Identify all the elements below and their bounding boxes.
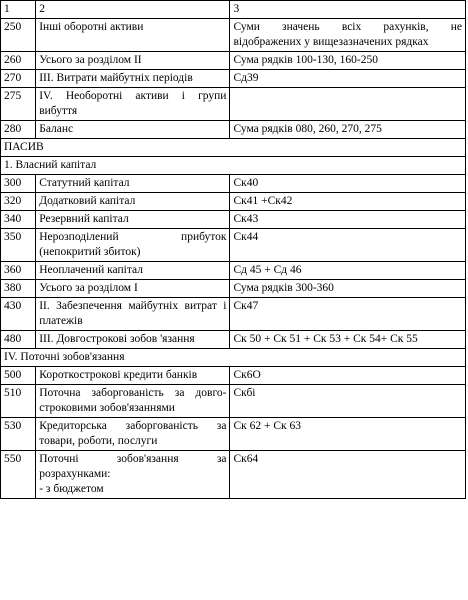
table-row [1, 262, 466, 280]
cell-line: платежів [39, 315, 83, 327]
table-row [1, 385, 466, 418]
cell-line: Усього за розділом II [39, 54, 142, 66]
row-name [36, 262, 230, 280]
row-code: 340 [1, 211, 36, 229]
row-name [36, 280, 230, 298]
cell-line: Ск 62 + Ск 63 [233, 420, 301, 432]
cell-line: Ск41 +Ск42 [233, 195, 293, 207]
row-name [36, 52, 230, 70]
cell-line: Суми значень всіх рахунків, не [233, 21, 462, 33]
row-name [36, 121, 230, 139]
section-row-equity [1, 157, 466, 175]
cell-line: Поточна заборгованість за довго- [39, 387, 227, 399]
row-code: 275 [1, 88, 36, 121]
row-code: 550 [1, 451, 36, 499]
cell-line: Ск44 [233, 231, 259, 243]
header-col-1: 1 [1, 1, 36, 19]
cell-line: Ск47 [233, 300, 259, 312]
row-formula [230, 451, 466, 499]
table-row [1, 19, 466, 52]
cell-line: Неоплачений капітал [39, 264, 143, 276]
cell-line [233, 89, 462, 104]
row-formula [230, 385, 466, 418]
row-name [36, 367, 230, 385]
cell-line: Баланс [39, 123, 74, 135]
table-row [1, 88, 466, 121]
row-formula [230, 52, 466, 70]
row-formula [230, 70, 466, 88]
row-code: 510 [1, 385, 36, 418]
row-code: 300 [1, 175, 36, 193]
cell-line: Поточні зобов'язання за [39, 453, 227, 465]
row-code: 360 [1, 262, 36, 280]
row-name [36, 175, 230, 193]
cell-line: III. Витрати майбутніх періодів [39, 72, 193, 84]
row-formula [230, 211, 466, 229]
row-code: 430 [1, 298, 36, 331]
cell-line: товари, роботи, послуги [39, 435, 158, 447]
cell-line: II. Забезпечення майбутніх витрат і [39, 300, 227, 312]
table-row [1, 280, 466, 298]
section-title: ПАСИВ [1, 139, 466, 157]
cell-line: відображених у вищезазначених рядках [233, 36, 429, 48]
section-row-current-liabilities [1, 349, 466, 367]
cell-line: IV. Необоротні активи і групи [39, 90, 227, 102]
row-code: 500 [1, 367, 36, 385]
row-formula [230, 121, 466, 139]
cell-line: Скбі [233, 387, 256, 399]
row-formula [230, 367, 466, 385]
row-formula [230, 19, 466, 52]
cell-line: Сд39 [233, 72, 259, 84]
header-col-2: 2 [36, 1, 230, 19]
cell-line: Кредиторська заборгованість за [39, 420, 227, 432]
row-code: 380 [1, 280, 36, 298]
section-title: IV. Поточні зобов'язання [1, 349, 466, 367]
row-formula [230, 280, 466, 298]
row-code: 320 [1, 193, 36, 211]
cell-line: Сума рядків 100-130, 160-250 [233, 54, 379, 66]
table-row [1, 52, 466, 70]
cell-line: Усього за розділом I [39, 282, 138, 294]
cell-line: Сума рядків 300-360 [233, 282, 334, 294]
cell-line: вибуття [39, 105, 78, 117]
cell-line: Ск 50 + Ск 51 + Ск 53 + Ск 54+ Ск 55 [233, 333, 418, 345]
cell-line: Нерозподілений прибуток [39, 231, 227, 243]
row-code: 480 [1, 331, 36, 349]
cell-line: Короткострокові кредити банків [39, 369, 198, 381]
row-code: 280 [1, 121, 36, 139]
row-code: 250 [1, 19, 36, 52]
section-title: 1. Власний капітал [1, 157, 466, 175]
row-name [36, 19, 230, 52]
row-formula [230, 175, 466, 193]
row-formula [230, 418, 466, 451]
row-code: 260 [1, 52, 36, 70]
cell-line: розрахунками: [39, 468, 111, 480]
cell-line: Додатковий капітал [39, 195, 136, 207]
cell-line: Ск64 [233, 453, 259, 465]
row-formula [230, 229, 466, 262]
table-row [1, 331, 466, 349]
row-code: 270 [1, 70, 36, 88]
cell-line: Сд 45 + Сд 46 [233, 264, 302, 276]
cell-line: Ск43 [233, 213, 259, 225]
row-name [36, 418, 230, 451]
table-row [1, 229, 466, 262]
row-name [36, 385, 230, 418]
row-name [36, 70, 230, 88]
row-formula [230, 331, 466, 349]
cell-line: Ск40 [233, 177, 259, 189]
table-row [1, 193, 466, 211]
table-row [1, 70, 466, 88]
cell-line: Інші оборотні активи [39, 21, 144, 33]
section-row-passive [1, 139, 466, 157]
row-name [36, 88, 230, 121]
table-row [1, 211, 466, 229]
table-row [1, 451, 466, 499]
cell-line: III. Довгострокові зобов 'язання [39, 333, 195, 345]
row-code: 350 [1, 229, 36, 262]
table-row [1, 298, 466, 331]
table-header-row [1, 1, 466, 19]
cell-line: Сума рядків 080, 260, 270, 275 [233, 123, 382, 135]
row-name [36, 229, 230, 262]
table-row [1, 418, 466, 451]
row-name [36, 211, 230, 229]
cell-line: Резервний капітал [39, 213, 129, 225]
header-col-3: 3 [230, 1, 466, 19]
row-name [36, 331, 230, 349]
row-formula [230, 88, 466, 121]
table-row [1, 175, 466, 193]
cell-line: (непокритий збиток) [39, 246, 141, 258]
row-code: 530 [1, 418, 36, 451]
row-formula [230, 193, 466, 211]
cell-line: - з бюджетом [39, 483, 104, 495]
row-name [36, 451, 230, 499]
table-row [1, 121, 466, 139]
cell-line: строковими зобов'язаннями [39, 402, 175, 414]
cell-line: Ск6О [233, 369, 261, 381]
row-name [36, 193, 230, 211]
cell-line: Статутний капітал [39, 177, 130, 189]
table-row [1, 367, 466, 385]
row-formula [230, 262, 466, 280]
row-name [36, 298, 230, 331]
row-formula [230, 298, 466, 331]
